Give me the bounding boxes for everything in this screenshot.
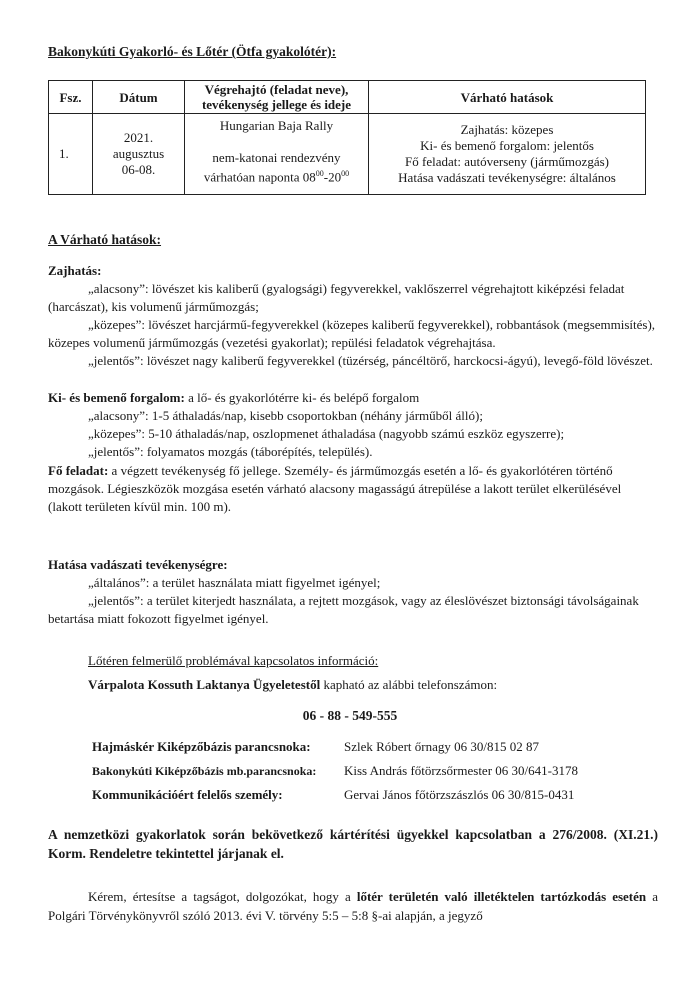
hunting-section [48, 556, 658, 628]
header-effects: Várható hatások [369, 81, 646, 114]
header-date: Dátum [93, 81, 185, 114]
traffic-low: „alacsony”: 1-5 áthaladás/nap, kisebb csoportokban (néhány járműből álló); [88, 408, 483, 423]
info-heading: Lőtéren felmerülő problémával kapcsolatos információ: [88, 653, 379, 668]
damages-note: A nemzetközi gyakorlatok során bekövetkező kártérítési ügyekkel kapcsolatban a 276/2008. (XI.21.) Korm. Rendeletre tekintettel járjanak el. [48, 827, 658, 861]
contact-bakonykuti: Bakonykúti Kiképzőbázis mb.parancsnoka: Kiss András főtörzsőrmester 06 30/641-3178 [92, 763, 578, 778]
row-executor: Hungarian Baja Rally nem-katonai rendezvény várhatóan naponta $08^{00}-20^{00}$ [185, 114, 369, 195]
effects-heading: A Várható hatások: [48, 232, 162, 247]
table-header-row [49, 81, 646, 114]
traffic-section [48, 389, 658, 461]
document-title: Bakonykúti Gyakorló- és Lőtér (Ötfa gyakolótér): [48, 44, 337, 59]
hunting-significant: „jelentős”: a terület kiterjedt használata, a rejtett mozgások, vagy az éleslövészet biztonsági távolságainak betartása miatt fokozott figyelmet igényel. [48, 593, 639, 626]
duty-phone: 06 - 88 - 549-555 [302, 708, 398, 723]
noise-low: „alacsony”: lövészet kis kaliberű (gyalogsági) fegyverekkel, vaklőszerrel végrehajtott kiképzési feladat (harcászat), kis volumenű járműmozgás; [48, 281, 625, 314]
traffic-high: „jelentős”: folyamatos mozgás (táborépítés, település). [88, 444, 373, 459]
closing-paragraph: Kérem, értesítse a tagságot, dolgozókat, hogy a lőtér területén való illetéktelen tartózkodás esetén a Polgári Törvénykönyvről szóló 2013. évi V. törvény 5:5 – 5:8 §-ai alapján, a jegyző [48, 889, 658, 923]
noise-medium: „közepes”: lövészet harcjármű-fegyverekkel (közepes kaliberű fegyverekkel), robbantások (megsemmisítés), közepes volumenű járműmozgás (vezetési gyakorlat); repülési feladatok végrehajtása. [48, 317, 656, 350]
contact-communication: Kommunikációért felelős személy: Gervai János főtörzszászlós 06 30/815-0431 [92, 787, 575, 802]
main-task-section [48, 462, 658, 516]
hunting-general: „általános”: a terület használata miatt figyelmet igényel; [88, 575, 381, 590]
noise-heading: Zajhatás: [48, 263, 102, 278]
noise-high: „jelentős”: lövészet nagy kaliberű fegyverekkel (tüzérség, páncéltörő, harckocsi-ágyú), levegő-föld lövészet. [88, 353, 653, 368]
table-row [49, 114, 646, 195]
header-fsz: Fsz. [49, 81, 93, 114]
row-effects: Zajhatás: közepes Ki- és bemenő forgalom: jelentős Fő feladat: autóverseny (járműmozgás) Hatása vadászati tevékenységre: általános [369, 114, 646, 195]
duty-line: Várpalota Kossuth Laktanya Ügyeletestől kapható az alábbi telefonszámon: [88, 677, 498, 692]
row-date: 2021. augusztus 06-08. [93, 114, 185, 195]
schedule-table [48, 80, 646, 195]
noise-section [48, 262, 658, 370]
contact-hajmasker: Hajmáskér Kiképzőbázis parancsnoka: Szlek Róbert őrnagy 06 30/815 02 87 [92, 739, 539, 754]
main-task-text: Fő feladat: a végzett tevékenység fő jellege. Személy- és járműmozgás esetén a lő- és gyakorlótéren történő mozgások. Légieszközök mozgása esetén várható alacsony magasságú átrepülése a lakott terület elkerülésével (lakott területen kívül min. 100 m). [48, 463, 622, 514]
header-executor: Végrehajtó (feladat neve), tevékenység jellege és ideje [185, 81, 369, 114]
traffic-intro: Ki- és bemenő forgalom: a lő- és gyakorlótérre ki- és belépő forgalom [48, 390, 420, 405]
traffic-medium: „közepes”: 5-10 áthaladás/nap, oszlopmenet áthaladása (nagyobb számú eszköz egyszerre); [88, 426, 565, 441]
row-number: 1. [49, 114, 93, 195]
hunting-heading: Hatása vadászati tevékenységre: [48, 557, 228, 572]
